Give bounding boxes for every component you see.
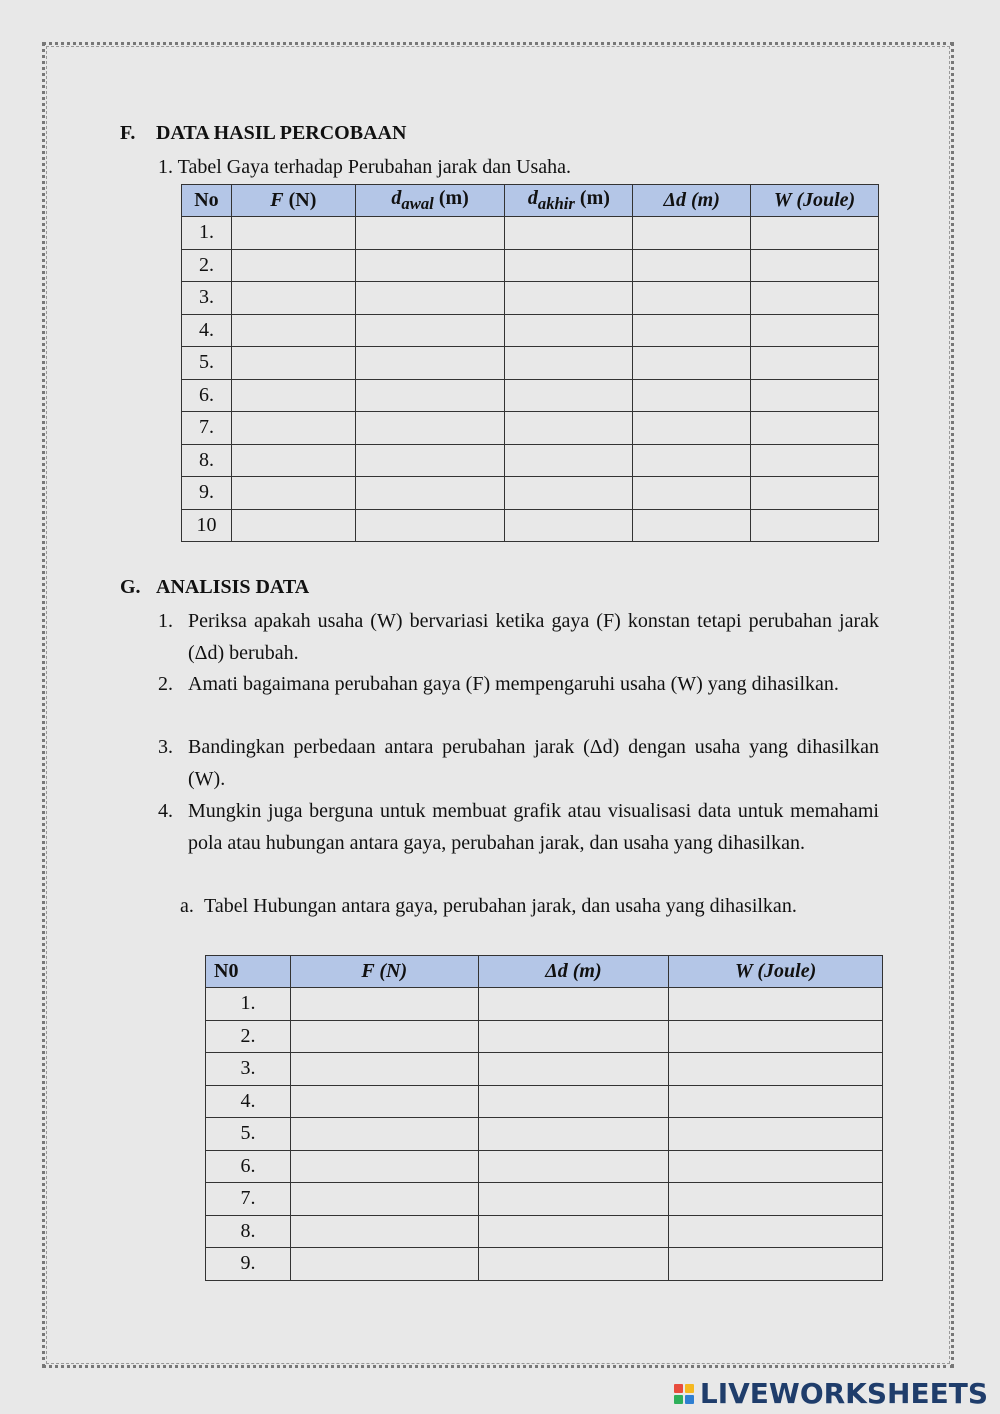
analysis-item-4-text: Mungkin juga berguna untuk membuat grafik atau visualisasi data untuk memahami pola atau hubungan antara gaya, perubahan jarak, dan usaha yang dihasilkan. — [188, 800, 879, 854]
th2-work: W (Joule) — [669, 956, 883, 988]
table-cell[interactable] — [231, 282, 355, 315]
table-cell[interactable] — [290, 1020, 478, 1053]
table-cell[interactable] — [505, 412, 633, 445]
th-d-akhir-var: d — [527, 187, 538, 209]
row-number: 3. — [206, 1053, 291, 1086]
table-cell[interactable] — [633, 217, 751, 250]
brand-text: LIVEWORKSHEETS — [699, 1377, 988, 1410]
liveworksheets-brand — [674, 1377, 988, 1410]
table-cell[interactable] — [478, 1183, 669, 1216]
table-cell[interactable] — [751, 477, 879, 510]
table-cell[interactable] — [355, 347, 505, 380]
table-cell[interactable] — [669, 1215, 883, 1248]
table-cell[interactable] — [633, 249, 751, 282]
table-cell[interactable] — [231, 444, 355, 477]
table-cell[interactable] — [751, 379, 879, 412]
table-row — [206, 1118, 883, 1151]
table-cell[interactable] — [478, 1118, 669, 1151]
table-cell[interactable] — [751, 249, 879, 282]
table-cell[interactable] — [505, 347, 633, 380]
th2-delta-d: Δd (m) — [478, 956, 669, 988]
table-cell[interactable] — [669, 1053, 883, 1086]
table-relationship — [205, 955, 883, 1281]
table-row — [182, 217, 879, 250]
table-cell[interactable] — [505, 379, 633, 412]
row-number: 9. — [206, 1248, 291, 1281]
analysis-item-3-text: Bandingkan perbedaan antara perubahan jarak (Δd) dengan usaha yang dihasilkan (W). — [188, 736, 879, 790]
analysis-sub-a-num: a. — [180, 895, 194, 917]
table-cell[interactable] — [478, 1248, 669, 1281]
table-cell[interactable] — [478, 1085, 669, 1118]
row-number: 4. — [182, 314, 232, 347]
table-cell[interactable] — [669, 1085, 883, 1118]
th-d-awal — [355, 185, 505, 217]
table-row — [182, 412, 879, 445]
row-number: 1. — [182, 217, 232, 250]
table-cell[interactable] — [231, 477, 355, 510]
row-number: 4. — [206, 1085, 291, 1118]
table-cell[interactable] — [669, 988, 883, 1021]
row-number: 6. — [206, 1150, 291, 1183]
table-cell[interactable] — [231, 314, 355, 347]
table-cell[interactable] — [231, 412, 355, 445]
th2-no: N0 — [206, 956, 291, 988]
table-row — [182, 347, 879, 380]
table-cell[interactable] — [290, 1248, 478, 1281]
table-cell[interactable] — [355, 314, 505, 347]
table-row — [206, 1085, 883, 1118]
table-cell[interactable] — [633, 314, 751, 347]
table-row — [182, 477, 879, 510]
table-cell[interactable] — [633, 444, 751, 477]
analysis-sub-a — [180, 891, 879, 955]
table-cell[interactable] — [231, 379, 355, 412]
table-cell[interactable] — [231, 509, 355, 542]
table-cell[interactable] — [231, 249, 355, 282]
table-cell[interactable] — [751, 509, 879, 542]
table-row — [206, 988, 883, 1021]
table-cell[interactable] — [505, 282, 633, 315]
th-d-akhir-sub: akhir — [537, 194, 575, 213]
table-cell[interactable] — [751, 412, 879, 445]
table-cell[interactable] — [355, 249, 505, 282]
table-cell[interactable] — [633, 347, 751, 380]
row-number: 2. — [182, 249, 232, 282]
table-cell[interactable] — [505, 509, 633, 542]
table-cell[interactable] — [669, 1118, 883, 1151]
table-cell[interactable] — [633, 412, 751, 445]
table-cell[interactable] — [231, 347, 355, 380]
analysis-item-1-num: 1. — [158, 610, 173, 632]
table1-caption — [158, 152, 858, 184]
table-row — [206, 1183, 883, 1216]
table-row — [182, 509, 879, 542]
table-cell[interactable] — [633, 477, 751, 510]
table-cell[interactable] — [290, 1150, 478, 1183]
table-row — [182, 379, 879, 412]
table-cell[interactable] — [355, 412, 505, 445]
table-cell[interactable] — [478, 1020, 669, 1053]
analysis-item-2-text: Amati bagaimana perubahan gaya (F) mempengaruhi usaha (W) yang dihasilkan. — [188, 673, 839, 695]
th-d-awal-var: d — [391, 187, 402, 209]
table-cell[interactable] — [290, 1215, 478, 1248]
th-work: W (Joule) — [751, 185, 879, 217]
row-number: 7. — [206, 1183, 291, 1216]
th-force — [231, 185, 355, 217]
analysis-item-4-num: 4. — [158, 800, 173, 822]
logo-square-1 — [674, 1384, 683, 1393]
table-row — [206, 1248, 883, 1281]
table-cell[interactable] — [633, 379, 751, 412]
table-row — [206, 1053, 883, 1086]
table-cell[interactable] — [355, 379, 505, 412]
table-cell[interactable] — [751, 282, 879, 315]
table-cell[interactable] — [669, 1020, 883, 1053]
table-row — [182, 314, 879, 347]
th-d-awal-sub: awal — [401, 194, 434, 213]
table-row — [182, 282, 879, 315]
table-row — [182, 444, 879, 477]
row-number: 1. — [206, 988, 291, 1021]
table-row — [206, 1150, 883, 1183]
row-number: 8. — [182, 444, 232, 477]
table-cell[interactable] — [478, 1150, 669, 1183]
section-f-title: DATA HASIL PERCOBAAN — [156, 122, 407, 144]
th-d-awal-unit: (m) — [433, 187, 469, 209]
table-cell[interactable] — [478, 1053, 669, 1086]
analysis-item-1 — [158, 606, 879, 670]
row-number: 2. — [206, 1020, 291, 1053]
table-cell[interactable] — [751, 314, 879, 347]
logo-square-3 — [674, 1395, 683, 1404]
th2-force: F (N) — [290, 956, 478, 988]
th-delta-d: Δd (m) — [633, 185, 751, 217]
table-cell[interactable] — [231, 217, 355, 250]
section-g-letter: G. — [120, 576, 141, 598]
th-force-unit: (N) — [283, 189, 317, 211]
logo-square-4 — [685, 1395, 694, 1404]
table-cell[interactable] — [355, 509, 505, 542]
table-cell[interactable] — [290, 1085, 478, 1118]
section-g-title: ANALISIS DATA — [156, 576, 310, 598]
row-number: 8. — [206, 1215, 291, 1248]
table-cell[interactable] — [355, 217, 505, 250]
row-number: 10 — [182, 509, 232, 542]
table-cell[interactable] — [478, 988, 669, 1021]
table-row — [206, 1020, 883, 1053]
table-force-distance-work — [181, 184, 879, 542]
row-number: 6. — [182, 379, 232, 412]
table-row — [206, 1215, 883, 1248]
row-number: 5. — [206, 1118, 291, 1151]
analysis-item-1-text: Periksa apakah usaha (W) bervariasi ketika gaya (F) konstan tetapi perubahan jarak (Δd) berubah. — [188, 610, 879, 664]
row-number: 5. — [182, 347, 232, 380]
table-cell[interactable] — [669, 1248, 883, 1281]
section-f-heading — [120, 122, 406, 145]
table1-caption-text: 1. Tabel Gaya terhadap Perubahan jarak dan Usaha. — [158, 156, 572, 178]
section-f-letter: F. — [120, 122, 136, 144]
analysis-item-2-num: 2. — [158, 673, 173, 695]
analysis-item-3 — [158, 732, 879, 796]
table-cell[interactable] — [633, 282, 751, 315]
table-cell[interactable] — [355, 477, 505, 510]
table-cell[interactable] — [751, 217, 879, 250]
table-cell[interactable] — [669, 1150, 883, 1183]
analysis-item-3-num: 3. — [158, 736, 173, 758]
th-no: No — [182, 185, 232, 217]
table-cell[interactable] — [290, 1118, 478, 1151]
row-number: 3. — [182, 282, 232, 315]
table-cell[interactable] — [290, 1183, 478, 1216]
liveworksheets-logo-icon — [674, 1384, 694, 1404]
table-cell[interactable] — [633, 509, 751, 542]
table-row — [182, 249, 879, 282]
th-d-akhir-unit: (m) — [574, 187, 610, 209]
analysis-sub-a-text: Tabel Hubungan antara gaya, perubahan jarak, dan usaha yang dihasilkan. — [204, 895, 797, 917]
row-number: 9. — [182, 477, 232, 510]
section-g-heading — [120, 576, 309, 599]
table-cell[interactable] — [505, 444, 633, 477]
table-cell[interactable] — [478, 1215, 669, 1248]
table-cell[interactable] — [505, 314, 633, 347]
analysis-item-2 — [158, 669, 879, 733]
table-cell[interactable] — [290, 1053, 478, 1086]
table-cell[interactable] — [505, 249, 633, 282]
table-cell[interactable] — [751, 444, 879, 477]
analysis-item-4 — [158, 796, 879, 892]
row-number: 7. — [182, 412, 232, 445]
table-cell[interactable] — [751, 347, 879, 380]
th-d-akhir — [505, 185, 633, 217]
table-cell[interactable] — [505, 477, 633, 510]
table-cell[interactable] — [290, 988, 478, 1021]
table-cell[interactable] — [505, 217, 633, 250]
table-cell[interactable] — [355, 444, 505, 477]
table-cell[interactable] — [355, 282, 505, 315]
table-cell[interactable] — [669, 1183, 883, 1216]
logo-square-2 — [685, 1384, 694, 1393]
th-force-var: F — [270, 189, 284, 211]
